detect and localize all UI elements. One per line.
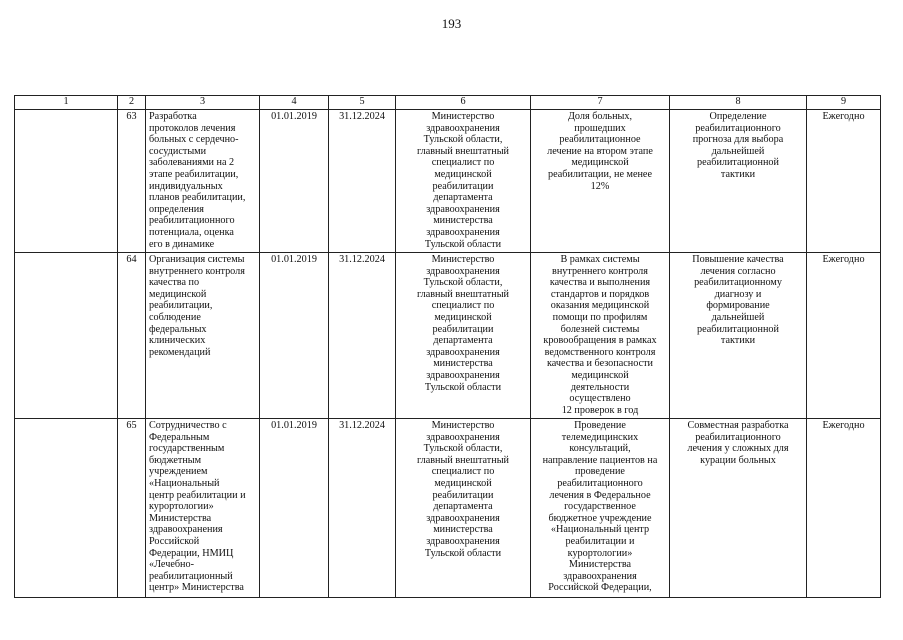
column-header: 1 bbox=[15, 96, 118, 110]
section-cell bbox=[15, 419, 118, 598]
expected-result: Совместная разработка реабилитационного лечения у сложных для курации больных bbox=[670, 419, 807, 598]
row-number: 65 bbox=[118, 419, 146, 598]
event-description: Сотрудничество с Федеральным государственным бюджетным учреждением «Национальный центр реабилитации и курортологии» Министерства здравоохранения Российской Федерации, НМИЦ «Лечебно- реабилитационный центр» Министерства bbox=[146, 419, 260, 598]
column-header: 9 bbox=[807, 96, 881, 110]
table-row bbox=[15, 110, 881, 253]
column-header: 6 bbox=[396, 96, 531, 110]
section-cell bbox=[15, 253, 118, 419]
column-header: 5 bbox=[329, 96, 396, 110]
event-description: Организация системы внутреннего контроля качества по медицинской реабилитации, соблюдение федеральных клинических рекомендаций bbox=[146, 253, 260, 419]
frequency: Ежегодно bbox=[807, 419, 881, 598]
expected-result: Определение реабилитационного прогноза для выбора дальнейшей реабилитационной тактики bbox=[670, 110, 807, 253]
row-number: 64 bbox=[118, 253, 146, 419]
target-indicator: В рамках системы внутреннего контроля качества и выполнения стандартов и порядков оказания медицинской помощи по профилям болезней системы кровообращения в рамках ведомственного контроля качества и безопасности медицинской деятельности осуществлено 12 проверок в год bbox=[531, 253, 670, 419]
frequency: Ежегодно bbox=[807, 253, 881, 419]
responsible-party: Министерство здравоохранения Тульской области, главный внештатный специалист по медицинской реабилитации департамента здравоохранения министерства здравоохранения Тульской области bbox=[396, 110, 531, 253]
frequency: Ежегодно bbox=[807, 110, 881, 253]
responsible-party: Министерство здравоохранения Тульской области, главный внештатный специалист по медицинской реабилитации департамента здравоохранения министерства здравоохранения Тульской области bbox=[396, 419, 531, 598]
measures-table bbox=[14, 95, 881, 598]
target-indicator: Проведение телемедицинских консультаций, направление пациентов на проведение реабилитационного лечения в Федеральное государственное бюджетное учреждение «Национальный центр реабилитации и курортологии» Министерства здравоохранения Российской Федерации, bbox=[531, 419, 670, 598]
column-header: 4 bbox=[260, 96, 329, 110]
table-row bbox=[15, 419, 881, 598]
responsible-party: Министерство здравоохранения Тульской области, главный внештатный специалист по медицинской реабилитации департамента здравоохранения министерства здравоохранения Тульской области bbox=[396, 253, 531, 419]
column-header: 2 bbox=[118, 96, 146, 110]
end-date: 31.12.2024 bbox=[329, 419, 396, 598]
header-row bbox=[15, 96, 881, 110]
page-number: 193 bbox=[441, 16, 462, 31]
end-date: 31.12.2024 bbox=[329, 110, 396, 253]
start-date: 01.01.2019 bbox=[260, 253, 329, 419]
event-description: Разработка протоколов лечения больных с сердечно- сосудистыми заболеваниями на 2 этапе реабилитации, индивидуальных планов реабилитации, определения реабилитационного потенциала, оценка его в динамике bbox=[146, 110, 260, 253]
start-date: 01.01.2019 bbox=[260, 110, 329, 253]
column-header: 8 bbox=[670, 96, 807, 110]
end-date: 31.12.2024 bbox=[329, 253, 396, 419]
column-header: 3 bbox=[146, 96, 260, 110]
expected-result: Повышение качества лечения согласно реабилитационному диагнозу и формирование дальнейшей реабилитационной тактики bbox=[670, 253, 807, 419]
column-header: 7 bbox=[531, 96, 670, 110]
target-indicator: Доля больных, прошедших реабилитационное лечение на втором этапе медицинской реабилитации, не менее 12% bbox=[531, 110, 670, 253]
start-date: 01.01.2019 bbox=[260, 419, 329, 598]
row-number: 63 bbox=[118, 110, 146, 253]
section-cell bbox=[15, 110, 118, 253]
table-row bbox=[15, 253, 881, 419]
